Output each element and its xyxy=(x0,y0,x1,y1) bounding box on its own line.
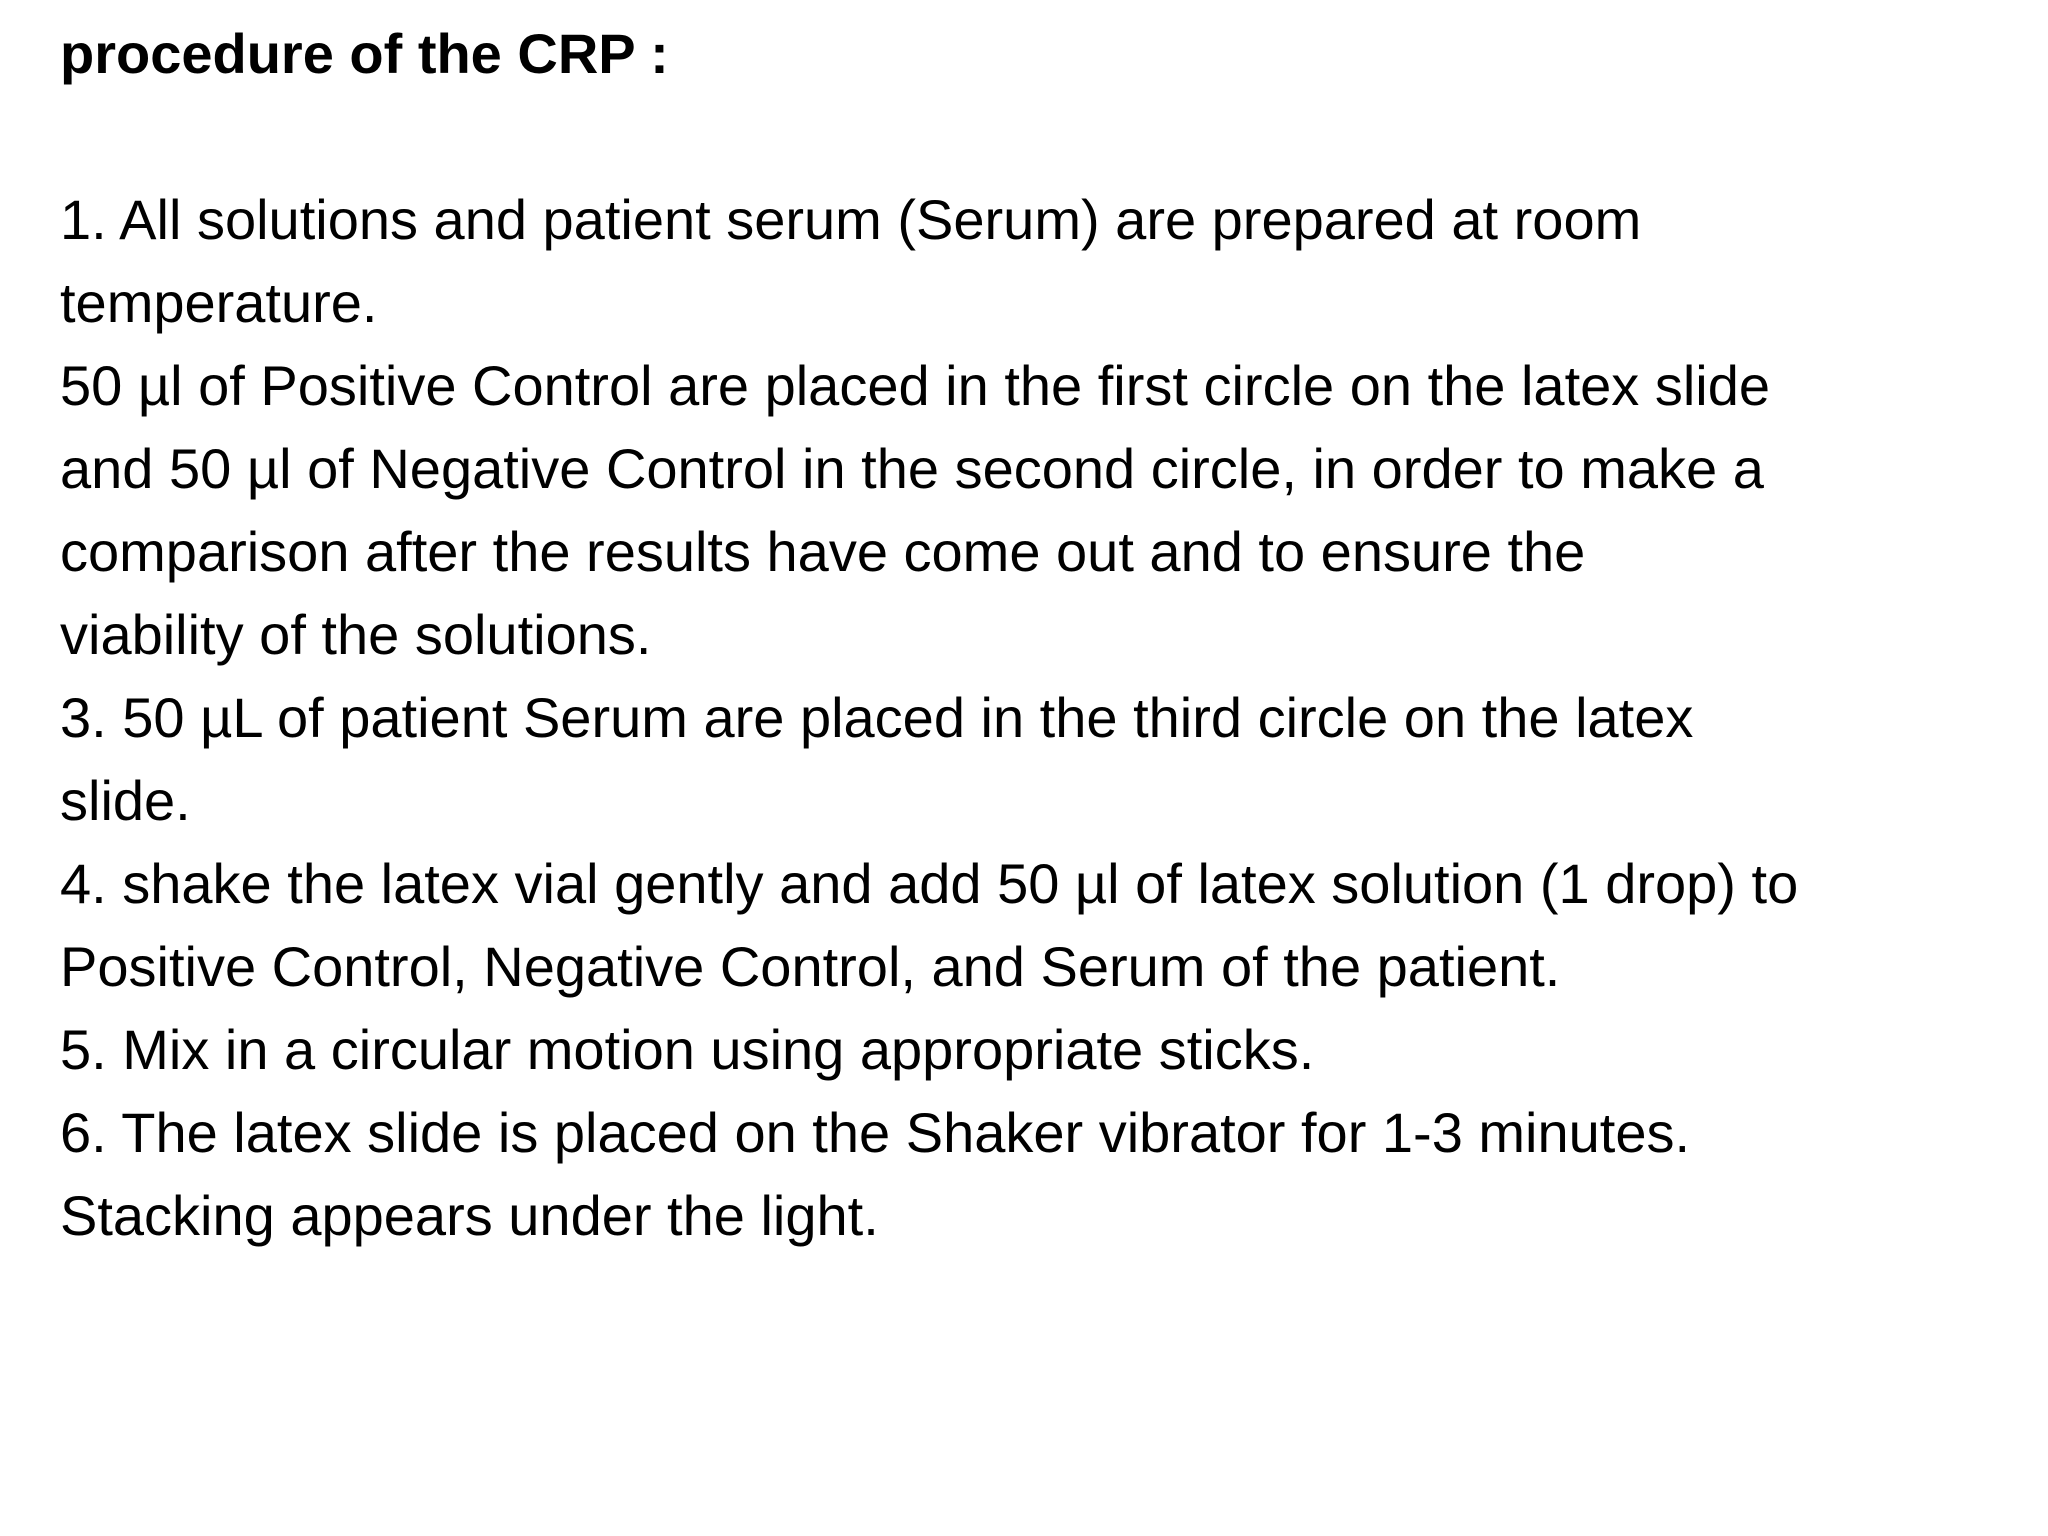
procedure-line: 5. Mix in a circular motion using appropriate sticks. xyxy=(60,1018,1315,1081)
procedure-line: viability of the solutions. xyxy=(60,603,652,666)
procedure-line: slide. xyxy=(60,769,191,832)
procedure-line: 6. The latex slide is placed on the Shaker vibrator for 1-3 minutes. xyxy=(60,1101,1691,1164)
procedure-line: comparison after the results have come out and to ensure the xyxy=(60,520,1586,583)
procedure-text xyxy=(60,178,2020,1257)
procedure-line: 50 µl of Positive Control are placed in the first circle on the latex slide xyxy=(60,354,1770,417)
procedure-line: 3. 50 µL of patient Serum are placed in the third circle on the latex xyxy=(60,686,1694,749)
procedure-line: 4. shake the latex vial gently and add 50 µl of latex solution (1 drop) to xyxy=(60,852,1799,915)
procedure-line: temperature. xyxy=(60,271,378,334)
procedure-line: Stacking appears under the light. xyxy=(60,1184,879,1247)
procedure-line: Positive Control, Negative Control, and Serum of the patient. xyxy=(60,935,1561,998)
procedure-line: and 50 µl of Negative Control in the second circle, in order to make a xyxy=(60,437,1764,500)
slide-title: procedure of the CRP : xyxy=(60,22,669,85)
procedure-line: 1. All solutions and patient serum (Serum) are prepared at room xyxy=(60,188,1642,251)
